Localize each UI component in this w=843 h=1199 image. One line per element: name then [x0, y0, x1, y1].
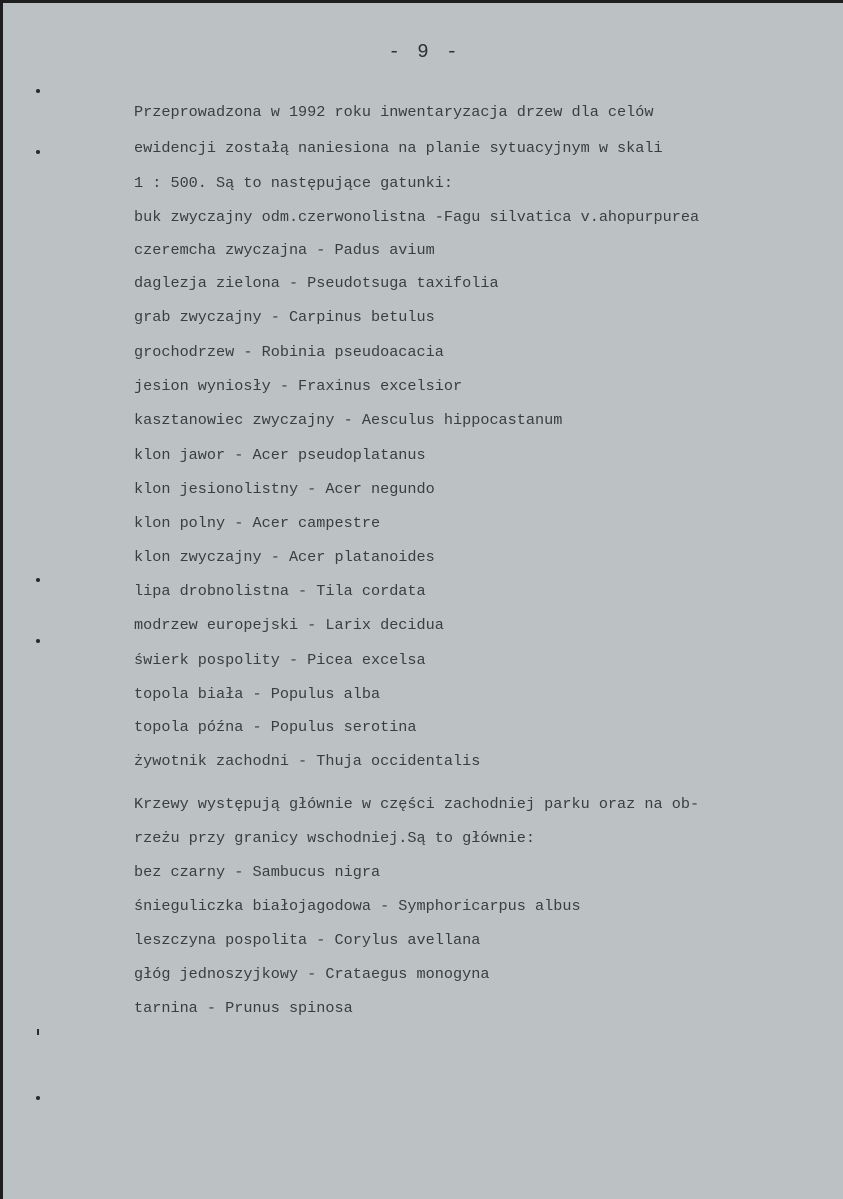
tree-list-item: świerk pospolity - Picea excelsa — [134, 651, 426, 669]
tree-list-item: topola biała - Populus alba — [134, 685, 381, 703]
tree-list-item: grab zwyczajny - Carpinus betulus — [134, 308, 435, 326]
scan-speck — [36, 639, 40, 643]
tree-list-item: modrzew europejski - Larix decidua — [134, 616, 444, 634]
shrub-list-item: leszczyna pospolita - Corylus avellana — [134, 931, 481, 949]
scan-speck — [36, 89, 40, 93]
tree-list-item: topola późna - Populus serotina — [134, 718, 417, 736]
tree-list-item: czeremcha zwyczajna - Padus avium — [134, 241, 435, 259]
page-number: - 9 - — [388, 41, 461, 63]
paragraph-line: ewidencji zostałą naniesiona na planie sytuacyjnym w skali — [134, 139, 663, 157]
tree-list-item: klon jawor - Acer pseudoplatanus — [134, 446, 426, 464]
scan-speck — [36, 578, 40, 582]
tree-list-item: klon zwyczajny - Acer platanoides — [134, 548, 435, 566]
shrub-list-item: śnieguliczka białojagodowa - Symphoricarpus albus — [134, 897, 581, 915]
paragraph-line: Przeprowadzona w 1992 roku inwentaryzacja drzew dla celów — [134, 103, 654, 121]
tree-list-item: jesion wyniosły - Fraxinus excelsior — [134, 377, 463, 395]
tree-list-item: klon jesionolistny - Acer negundo — [134, 480, 435, 498]
tree-list-item: daglezja zielona - Pseudotsuga taxifolia — [134, 274, 499, 292]
shrub-list-item: głóg jednoszyjkowy - Crataegus monogyna — [134, 965, 490, 983]
scan-speck — [36, 150, 40, 154]
scan-speck — [37, 1029, 39, 1035]
tree-list-item: kasztanowiec zwyczajny - Aesculus hippocastanum — [134, 411, 563, 429]
tree-list-item: klon polny - Acer campestre — [134, 514, 381, 532]
tree-list-item: buk zwyczajny odm.czerwonolistna -Fagu silvatica v.ahopurpurea — [134, 208, 700, 226]
tree-list-item: grochodrzew - Robinia pseudoacacia — [134, 343, 444, 361]
paragraph-line: Krzewy występują głównie w części zachodniej parku oraz na ob- — [134, 795, 700, 813]
shrub-list-item: bez czarny - Sambucus nigra — [134, 863, 381, 881]
paragraph-line: 1 : 500. Są to następujące gatunki: — [134, 174, 453, 192]
scan-speck — [36, 1096, 40, 1100]
shrub-list-item: tarnina - Prunus spinosa — [134, 999, 353, 1017]
tree-list-item: lipa drobnolistna - Tila cordata — [134, 582, 426, 600]
tree-list-item: żywotnik zachodni - Thuja occidentalis — [134, 752, 481, 770]
paragraph-line: rzeżu przy granicy wschodniej.Są to głównie: — [134, 829, 536, 847]
